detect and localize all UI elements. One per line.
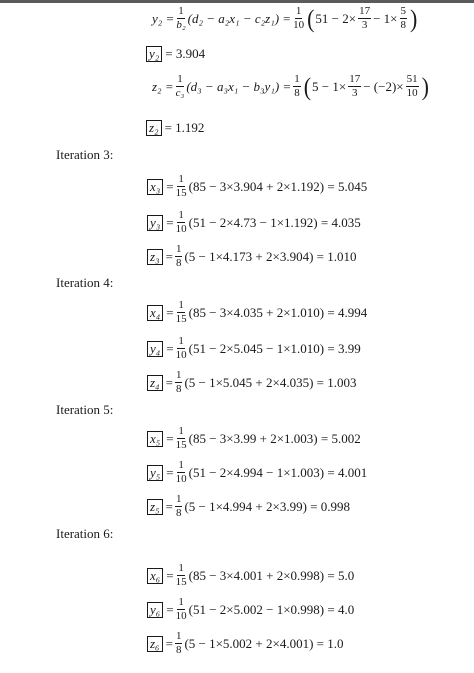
fraction-denominator: 15 <box>175 313 187 325</box>
fraction-numerator: 1 <box>175 493 182 505</box>
boxed-variable: x₄ <box>147 305 163 321</box>
equation-expression: (51 − 2×4.73 − 1×1.192) = 4.035 <box>188 214 361 230</box>
equals-sign: = <box>165 498 173 514</box>
fraction-denominator: 8 <box>175 507 182 519</box>
fraction <box>176 210 187 235</box>
result-value: = 3.904 <box>165 46 206 61</box>
iteration-equation <box>147 336 361 361</box>
fraction-denominator: 15 <box>175 187 187 199</box>
y2-middle: (d₂ − a₂x₁ − c₂z₁) = <box>187 10 292 26</box>
fraction-numerator: 1 <box>178 299 184 311</box>
equation-expression: (5 − 1×4.173 + 2×3.904) = 1.010 <box>184 248 357 264</box>
fraction-denominator: 10 <box>175 349 187 361</box>
fraction <box>348 74 361 99</box>
iteration-equation <box>147 370 357 395</box>
fraction-denominator: 8 <box>294 87 300 99</box>
iteration-label: Iteration 6: <box>56 526 114 541</box>
z2-inner-a: 5 − 1× <box>312 78 347 94</box>
iteration-label: Iteration 3: <box>56 147 114 162</box>
boxed-variable: z₆ <box>147 636 163 652</box>
boxed-variable: z₃ <box>147 249 163 265</box>
equation-z2 <box>152 71 430 101</box>
fraction <box>176 563 187 588</box>
equals-sign: = <box>166 340 174 356</box>
fraction <box>175 631 183 656</box>
equation-expression: (85 − 3×4.001 + 2×0.998) = 5.0 <box>188 567 355 583</box>
left-paren: ( <box>303 71 312 101</box>
equation-expression: (5 − 1×4.994 + 2×3.99) = 0.998 <box>184 498 351 514</box>
fraction-denominator: c₃ <box>175 87 185 99</box>
boxed-variable: z₄ <box>147 375 163 391</box>
fraction-numerator: 1 <box>178 459 184 471</box>
fraction <box>176 460 187 485</box>
equals-sign: = <box>166 601 174 617</box>
right-paren: ) <box>421 71 429 101</box>
equation-expression: (5 − 1×5.045 + 2×4.035) = 1.003 <box>184 374 357 390</box>
iteration-label: Iteration 5: <box>56 402 114 417</box>
fraction-numerator: 1 <box>294 73 300 85</box>
boxed-variable: z₅ <box>147 499 163 515</box>
equals-sign: = <box>166 304 174 320</box>
fraction <box>176 336 187 361</box>
equals-sign: = <box>165 635 173 651</box>
fraction <box>293 74 301 99</box>
fraction-numerator: 1 <box>177 73 183 85</box>
fraction-numerator: 1 <box>175 630 182 642</box>
fraction <box>176 174 187 199</box>
iteration-equation <box>147 597 354 622</box>
fraction-denominator: 10 <box>175 473 187 485</box>
fraction-numerator: 1 <box>178 425 184 437</box>
fraction-denominator: 8 <box>175 383 182 395</box>
fraction <box>176 6 185 31</box>
iteration-equation <box>147 631 344 656</box>
fraction-denominator: 3 <box>361 19 368 31</box>
fraction-denominator: 10 <box>293 19 305 31</box>
fraction-denominator: 15 <box>175 576 187 588</box>
iteration-equation <box>147 460 367 485</box>
fraction-numerator: 1 <box>175 369 182 381</box>
fraction-numerator: 51 <box>406 73 418 85</box>
y2-inner-b: − 1× <box>373 10 398 26</box>
iteration-equation <box>147 563 354 588</box>
fraction <box>176 426 187 451</box>
iteration-equation <box>147 300 367 325</box>
left-paren: ( <box>307 3 315 33</box>
y2-inner-a: 51 − 2× <box>315 10 357 26</box>
equation-y2 <box>152 3 418 33</box>
equation-expression: (51 − 2×5.002 − 1×0.998) = 4.0 <box>188 601 355 617</box>
top-border <box>0 0 474 3</box>
fraction-denominator: 10 <box>406 87 418 99</box>
fraction-numerator: 1 <box>178 335 184 347</box>
fraction <box>176 300 187 325</box>
fraction-denominator: 8 <box>400 19 406 31</box>
fraction-denominator: 8 <box>175 644 182 656</box>
fraction <box>175 494 183 519</box>
equals-sign: = <box>166 178 174 194</box>
fraction-numerator: 1 <box>178 5 184 17</box>
equals-sign: = <box>166 214 174 230</box>
boxed-variable: x₅ <box>147 431 163 447</box>
iteration-equation <box>147 244 357 269</box>
fraction-denominator: b₂ <box>176 19 186 31</box>
equals-sign: = <box>166 464 174 480</box>
fraction <box>175 244 183 269</box>
z2-middle: (d₃ − a₃x₁ − b₃y₁) = <box>186 78 292 94</box>
boxed-variable: x₃ <box>147 179 163 195</box>
fraction-numerator: 17 <box>359 5 371 17</box>
boxed-variable: y₂ <box>146 46 162 62</box>
z2-lhs: z₂ = <box>152 78 174 94</box>
result-value: = 1.192 <box>164 120 205 135</box>
fraction <box>406 74 419 99</box>
right-paren: ) <box>410 3 418 33</box>
equals-sign: = <box>166 567 174 583</box>
iteration-equation <box>147 426 361 451</box>
fraction-denominator: 8 <box>175 257 182 269</box>
boxed-variable: y₅ <box>147 465 163 481</box>
y2-lhs: y₂ = <box>152 10 175 26</box>
equation-expression: (85 − 3×3.99 + 2×1.003) = 5.002 <box>188 430 361 446</box>
equation-expression: (5 − 1×5.002 + 2×4.001) = 1.0 <box>184 635 344 651</box>
boxed-variable: x₆ <box>147 568 163 584</box>
fraction-denominator: 15 <box>175 439 187 451</box>
result-y2 <box>146 46 205 62</box>
boxed-variable: y₆ <box>147 602 163 618</box>
equals-sign: = <box>165 248 173 264</box>
boxed-variable: y₃ <box>147 215 163 231</box>
equals-sign: = <box>165 374 173 390</box>
fraction-numerator: 5 <box>400 5 406 17</box>
fraction-numerator: 1 <box>178 596 184 608</box>
result-z2 <box>146 120 204 136</box>
equation-expression: (51 − 2×4.994 − 1×1.003) = 4.001 <box>188 464 368 480</box>
boxed-variable: y₄ <box>147 341 163 357</box>
fraction <box>400 6 408 31</box>
fraction-numerator: 1 <box>295 5 302 17</box>
fraction-denominator: 3 <box>351 87 358 99</box>
equation-expression: (51 − 2×5.045 − 1×1.010) = 3.99 <box>188 340 361 356</box>
fraction-denominator: 10 <box>175 610 187 622</box>
fraction <box>176 597 187 622</box>
iteration-label: Iteration 4: <box>56 275 114 290</box>
equation-expression: (85 − 3×4.035 + 2×1.010) = 4.994 <box>188 304 368 320</box>
fraction <box>293 6 304 31</box>
fraction-numerator: 1 <box>175 243 182 255</box>
fraction <box>176 74 185 99</box>
iteration-equation <box>147 210 361 235</box>
equals-sign: = <box>166 430 174 446</box>
equation-expression: (85 − 3×3.904 + 2×1.192) = 5.045 <box>188 178 368 194</box>
boxed-variable: z₂ <box>146 120 162 136</box>
iteration-equation <box>147 494 350 519</box>
z2-inner-b: − (−2)× <box>363 78 404 94</box>
fraction-numerator: 1 <box>178 173 184 185</box>
fraction-denominator: 10 <box>175 223 187 235</box>
fraction <box>175 370 183 395</box>
fraction-numerator: 1 <box>178 562 184 574</box>
fraction-numerator: 17 <box>349 73 361 85</box>
fraction <box>358 6 371 31</box>
iteration-equation <box>147 174 367 199</box>
fraction-numerator: 1 <box>178 209 184 221</box>
